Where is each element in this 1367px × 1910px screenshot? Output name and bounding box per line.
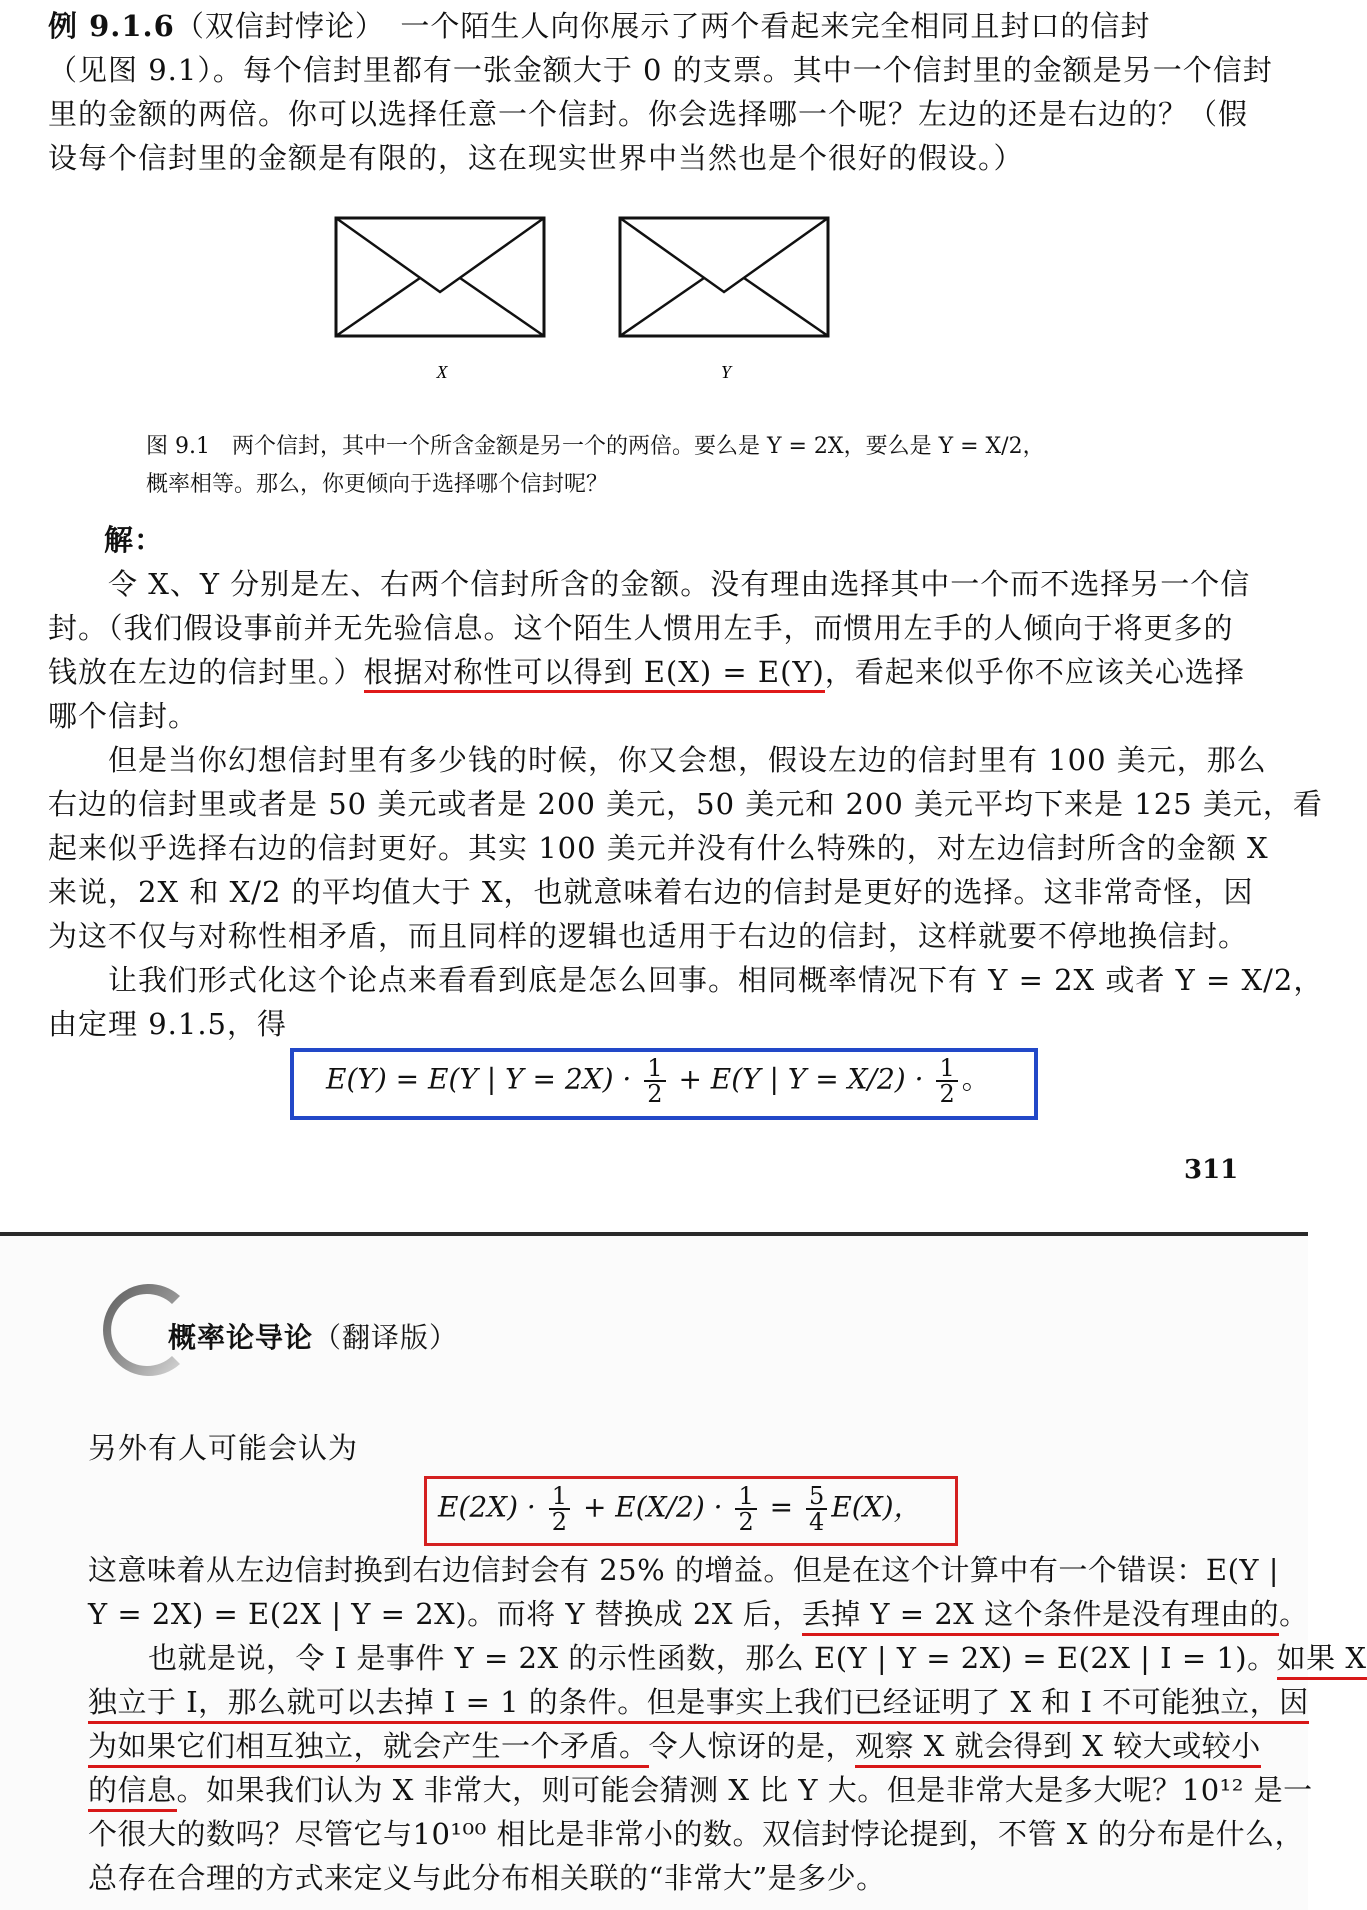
p3-line-6: 总存在合理的方式来定义与此分布相关联的“非常大”是多少。 — [88, 1861, 886, 1895]
p3-line-5: 个很大的数吗？尽管它与10¹⁰⁰ 相比是非常小的数。双信封悖论提到，不管 X 的分布是什么， — [88, 1817, 1305, 1851]
highlight-symmetry: 根据对称性可以得到 E(X) = E(Y) — [364, 655, 825, 693]
problem-line-1 — [48, 4, 1228, 48]
sol-p1-line-4: 哪个信封。 — [48, 699, 199, 733]
sol-p1-line-1: 令 X、Y 分别是左、右两个信封所含的金额。没有理由选择其中一个而不选择另一个信 — [108, 567, 1251, 601]
problem-line-2: （见图 9.1）。每个信封里都有一张金额大于 0 的支票。其中一个信封里的金额是另一个信封 — [48, 53, 1273, 87]
eq1-fraction-2 — [936, 1056, 957, 1106]
p2-intro — [88, 1426, 1268, 1470]
highlight-independence: 独立于 I，那么就可以去掉 I = 1 的条件。但是事实上我们已经证明了 X 和 I 不可能独立，因 — [88, 1685, 1309, 1724]
highlight-observe-x: 观察 X 就会得到 X 较大或较小 — [855, 1729, 1261, 1768]
eq1-frac2-den: 2 — [939, 1080, 955, 1108]
problem-text-1: 一个陌生人向你展示了两个看起来完全相同且封口的信封 — [400, 9, 1151, 43]
envelope-label-y: Y — [720, 362, 732, 382]
sol-p2-line-1: 但是当你幻想信封里有多少钱的时候，你又会想，假设左边的信封里有 100 美元，那么 — [108, 743, 1267, 777]
p2-intro-line: 另外有人可能会认为 — [88, 1431, 359, 1465]
solution — [48, 518, 1324, 1046]
highlight-information: 的信息 — [88, 1773, 177, 1812]
equation-2 — [438, 1484, 922, 1534]
eq2-f2-num: 1 — [735, 1484, 756, 1510]
sol-p1-line-3c: ，看起来似乎你不应该关心选择 — [824, 655, 1245, 689]
equation-1 — [326, 1056, 990, 1106]
p3-line-4 — [88, 1768, 1313, 1812]
two-envelopes-figure — [330, 212, 950, 392]
eq2-f3-num: 5 — [806, 1484, 827, 1510]
eq2-fraction-1 — [549, 1484, 570, 1534]
solution-label: 解： — [104, 523, 165, 557]
book-title: 概率论导论 — [168, 1321, 314, 1354]
eq1-fraction-1 — [644, 1056, 665, 1106]
sol-p2-line-2: 右边的信封里或者是 50 美元或者是 200 美元，50 美元和 200 美元平均下来是 125 美元，看 — [48, 787, 1323, 821]
sol-p1-line-2: 封。（我们假设事前并无先验信息。这个陌生人惯用左手，而惯用左手的人倾向于将更多的 — [48, 611, 1234, 645]
eq1-lhs: E(Y) = E(Y | Y = 2X) · — [326, 1062, 632, 1096]
page-number: 311 — [1184, 1155, 1239, 1185]
eq2-f1-den: 2 — [551, 1508, 568, 1536]
p3-line-2 — [88, 1680, 1309, 1724]
sol-p1-line-3a: 钱放在左边的信封里。） — [48, 655, 364, 689]
highlight-drop-condition: 丢掉 Y = 2X 这个条件是没有理由的 — [802, 1597, 1279, 1636]
eq2-a: E(2X) · — [438, 1490, 536, 1524]
eq1-mid: + E(Y | Y = X/2) · — [678, 1062, 924, 1096]
eq2-d: E(X)， — [831, 1490, 922, 1524]
p3-line-3b: 令人惊讶的是， — [648, 1729, 856, 1763]
caption-line-2: 概率相等。那么，你更倾向于选择哪个信封呢？ — [146, 472, 609, 497]
figure-caption — [146, 428, 1226, 504]
p3-line-1 — [88, 1636, 1367, 1680]
p2-line-2c: 。 — [1279, 1597, 1309, 1631]
eq2-fraction-3 — [806, 1484, 827, 1534]
eq2-c: = — [769, 1490, 794, 1524]
p2-line-1: 这意味着从左边信封换到右边信封会有 25% 的增益。但是在这个计算中有一个错误：E(Y | — [88, 1553, 1280, 1587]
eq1-frac2-num: 1 — [936, 1056, 957, 1082]
problem-line-3: 里的金额的两倍。你可以选择任意一个信封。你会选择哪一个呢？左边的还是右边的？（假 — [48, 97, 1249, 131]
example-name: （双信封悖论） — [174, 9, 371, 43]
eq1-end: 。 — [961, 1062, 990, 1096]
sol-p2-line-4: 来说，2X 和 X/2 的平均值大于 X，也就意味着右边的信封是更好的选择。这非常奇怪，因 — [48, 875, 1254, 909]
book-header — [168, 1316, 458, 1356]
p2-line-2a: Y = 2X) = E(2X | Y = 2X)。而将 Y 替换成 2X 后， — [88, 1597, 802, 1631]
envelope-right — [620, 218, 828, 336]
eq2-f1-num: 1 — [549, 1484, 570, 1510]
eq1-frac1-num: 1 — [644, 1056, 665, 1082]
eq2-f2-den: 2 — [738, 1508, 754, 1536]
eq2-f3-den: 4 — [809, 1508, 825, 1536]
p3-line-4b: 。如果我们认为 X 非常大，则可能会猜测 X 比 Y 大。但是非常大是多大呢？10¹² 是一 — [176, 1773, 1313, 1807]
eq2-b: + E(X/2) · — [582, 1490, 723, 1524]
book-subtitle: （翻译版） — [313, 1321, 459, 1354]
highlight-if-independent: 如果 X — [1277, 1641, 1367, 1680]
sol-p2-line-3: 起来似乎选择右边的信封更好。其实 100 美元并没有什么特殊的，对左边信封所含的金额 X — [48, 831, 1269, 865]
envelope-left — [336, 218, 544, 336]
p3-line-3 — [88, 1724, 1268, 1768]
p3-line-1a: 也就是说，令 I 是事件 Y = 2X 的示性函数，那么 E(Y | Y = 2X) = E(2X | I = 1)。 — [148, 1641, 1277, 1675]
sol-p3-line-2: 由定理 9.1.5，得 — [48, 1007, 288, 1041]
eq2-fraction-2 — [735, 1484, 756, 1534]
sol-p1-line-3 — [48, 650, 1245, 694]
problem-line-4: 设每个信封里的金额是有限的，这在现实世界中当然也是个很好的假设。） — [48, 141, 1024, 175]
caption-line-1: 图 9.1 两个信封，其中一个所含金额是另一个的两倍。要么是 Y = 2X，要么是 Y = X/2， — [146, 434, 1045, 459]
example-number: 例 9.1.6 — [48, 9, 175, 43]
envelope-label-x: X — [436, 362, 448, 382]
p2-line-2 — [88, 1592, 1309, 1636]
sol-p2-line-5: 为这不仅与对称性相矛盾，而且同样的逻辑也适用于右边的信封，这样就要不停地换信封。 — [48, 919, 1249, 953]
eq1-frac1-den: 2 — [647, 1080, 663, 1108]
p2-body — [88, 1548, 1367, 1900]
highlight-contradiction: 为如果它们相互独立，就会产生一个矛盾。 — [88, 1729, 649, 1768]
sol-p3-line-1: 让我们形式化这个论点来看看到底是怎么回事。相同概率情况下有 Y = 2X 或者 Y = X/2， — [108, 963, 1324, 997]
example-problem — [48, 4, 1273, 180]
